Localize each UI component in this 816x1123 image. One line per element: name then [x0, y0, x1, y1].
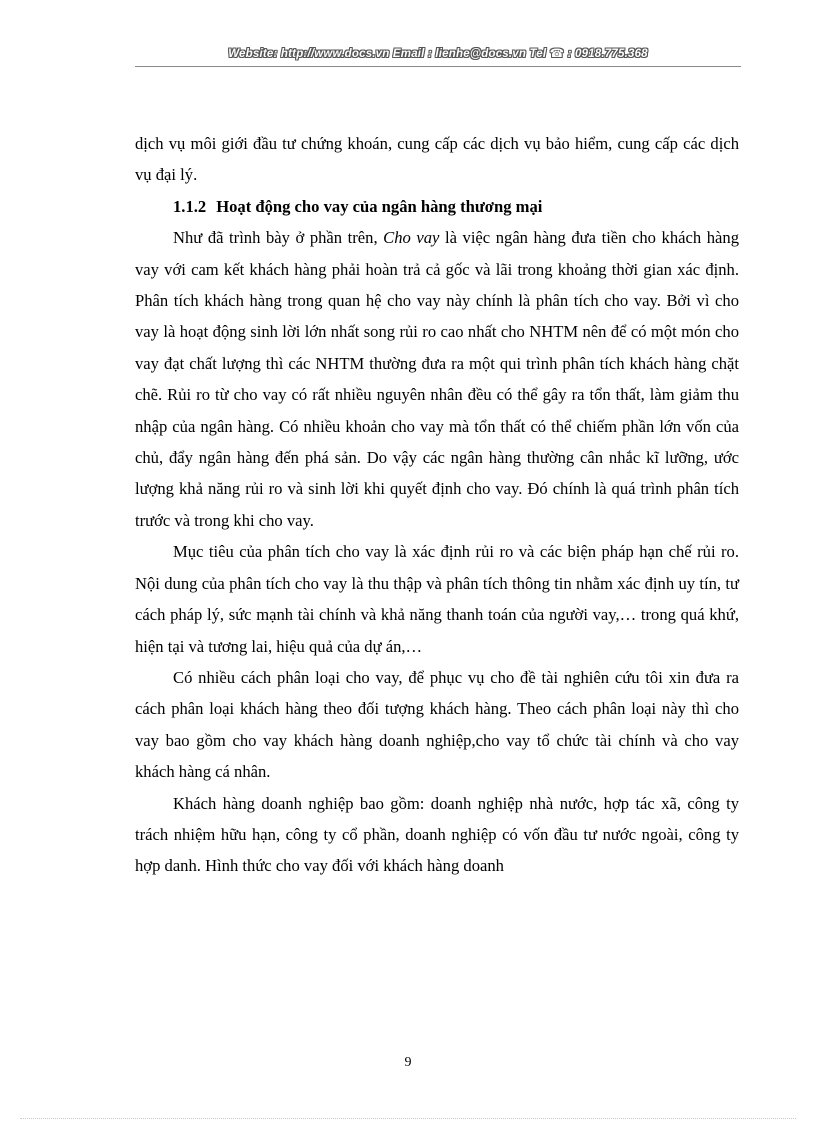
continuation-paragraph: dịch vụ môi giới đầu tư chứng khoán, cung cấp các dịch vụ bảo hiểm, cung cấp các dịch vụ đại lý. [135, 134, 739, 185]
paragraph-analysis-goal: Mục tiêu của phân tích cho vay là xác định rủi ro và các biện pháp hạn chế rủi ro. Nội dung của phân tích cho vay là thu thập và phân tích thông tin nhằm xác định uy tín, tư cách pháp lý, sức mạnh tài chính và khả năng thanh toán của người vay,… trong quá khứ, hiện tại và tương lai, hiệu quả của dự án,… [135, 542, 739, 656]
page-number: 9 [404, 1055, 412, 1070]
section-heading [135, 191, 739, 222]
paragraph-rest: là việc ngân hàng đưa tiền cho khách hàng vay với cam kết khách hàng phải hoàn trả cả gốc và lãi trong khoảng thời gian xác định. Phân tích khách hàng trong quan hệ cho vay này chính là phân tích cho vay. Bởi vì cho vay là hoạt động sinh lời lớn nhất song rủi ro cao nhất cho NHTM nên để có một món cho vay đạt chất lượng thì các NHTM thường đưa ra một qui trình phân tích khách hàng chặt chẽ. Rủi ro từ cho vay có rất nhiều nguyên nhân đều có thể gây ra tổn thất, làm giảm thu nhập của ngân hàng. Có nhiều khoản cho vay mà tổn thất có thể chiếm phần lớn vốn của chủ, đẩy ngân hàng đến phá sản. Do vậy các ngân hàng thường cân nhắc kĩ lưỡng, ước lượng khả năng rủi ro và sinh lời khi quyết định cho vay. Đó chính là quá trình phân tích trước và trong khi cho vay. [135, 228, 739, 530]
paragraph-lead: Như đã trình bày ở phần trên, [173, 228, 384, 248]
paragraph-lending-definition [135, 222, 739, 536]
footer-divider [20, 1118, 796, 1119]
section-number: 1.1.2 [173, 196, 207, 216]
paragraph-corporate-clients: Khách hàng doanh nghiệp bao gồm: doanh nghiệp nhà nước, hợp tác xã, công ty trách nhiệm hữu hạn, công ty cổ phần, doanh nghiệp có vốn đầu tư nước ngoài, công ty hợp danh. Hình thức cho vay đối với khách hàng doanh [135, 793, 739, 876]
paragraph-classification: Có nhiều cách phân loại cho vay, để phục vụ cho đề tài nghiên cứu tôi xin đưa ra cách phân loại khách hàng theo đối tượng khách hàng. Theo cách phân loại này thì cho vay bao gồm cho vay khách hàng doanh nghiệp,cho vay tổ chức tài chính và cho vay khách hàng cá nhân. [135, 667, 739, 782]
italic-term: Cho vay [383, 228, 440, 248]
header-contact-text: Website: http://www.docs.vn Email : lienhe@docs.vn Tel ☎ : 0918.775.368 [228, 48, 648, 60]
page-header [135, 46, 741, 60]
document-body [135, 128, 739, 882]
header-divider [135, 66, 741, 67]
section-title: Hoạt động cho vay của ngân hàng thương mại [216, 196, 543, 216]
